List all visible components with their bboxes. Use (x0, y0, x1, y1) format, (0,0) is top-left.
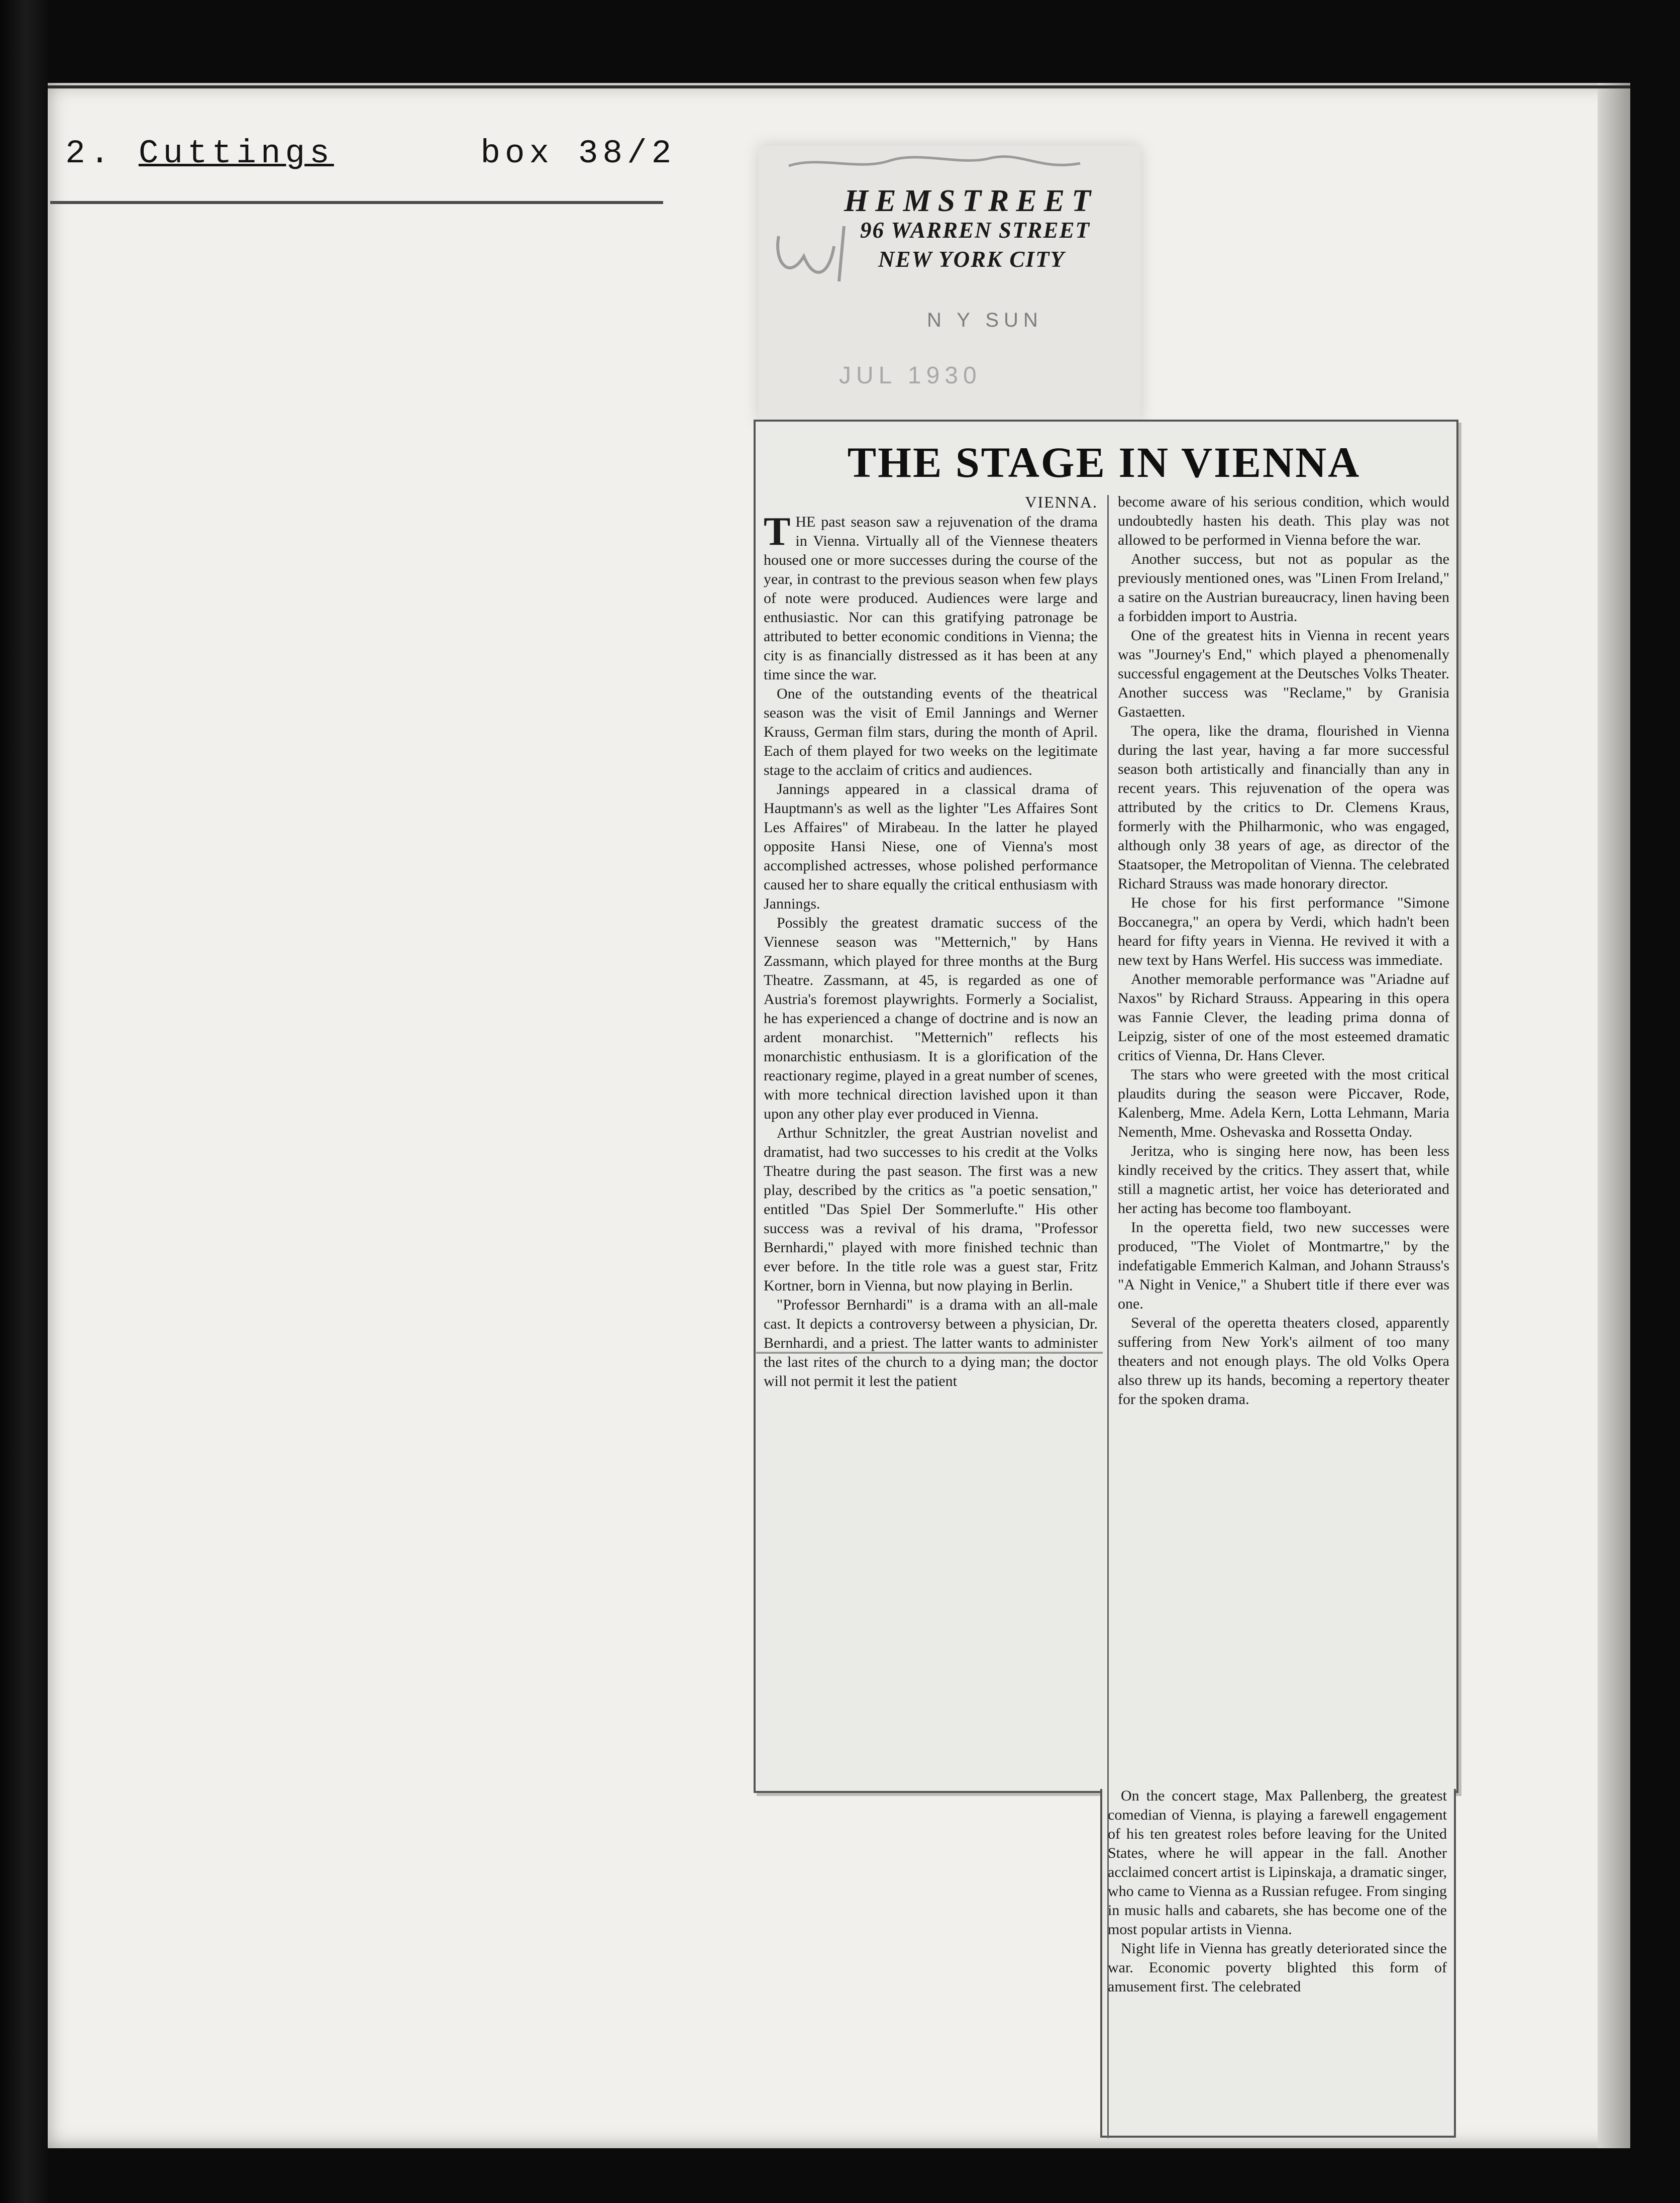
article-paragraph: Another success, but not as popular as the previously mentioned ones, was "Linen From Ireland," a satire on the Austrian bureaucracy, linen having been a forbidden import to Austria. (1118, 551, 1449, 625)
archive-header (65, 135, 676, 172)
article-paragraph: "Professor Bernhardi" is a drama with an all-male cast. It depicts a controversy between a physician, Dr. Bernhardi, and a priest. The latter wants to administer the last rites of the church to a dying man; the doctor will not permit it lest the patient (764, 1296, 1098, 1389)
drop-cap: T (764, 510, 791, 554)
header-section: Cuttings (138, 135, 334, 172)
agency-city: NEW YORK CITY (878, 247, 1065, 272)
article-paragraph: The stars who were greeted with the most critical plaudits during the season were Piccaver, Rode, Kalenberg, Mme. Adela Kern, Lotta Lehmann, Maria Nementh, Mme. Oshevaska and Rossetta Onday. (1118, 1066, 1449, 1140)
article-paragraph: Possibly the greatest dramatic success of the Viennese season was "Metternich," by Hans Zassmann, which played for three months at the Burg Theatre. Zassmann, at 45, is regarded as one of Austria's foremost playwrights. Formerly a Socialist, he has experienced a change of doctrine and is now an ardent monarchist. "Metternich" reflects his monarchistic enthusiasm. It is a glorification of the reactionary regime, played in a great number of scenes, with more technical direction lavished upon it than upon any other play ever produced in Vienna. (764, 915, 1098, 1122)
article-paragraph: One of the greatest hits in Vienna in recent years was "Journey's End," which played a phenomenally successful engagement at the Deutsches Volks Theater. Another success was "Reclame," by Granisia Gastaetten. (1118, 627, 1449, 720)
article-title: THE STAGE IN VIENNA (847, 438, 1361, 486)
article-paragraph: THE past season saw a rejuvenation of the drama in Vienna. Virtually all of the Viennese theaters housed one or more successes during the course of the year, in contrast to the previous season when few plays of note were produced. Audiences were large and enthusiastic. Nor can this gratifying patronage be attributed to better economic conditions in Vienna; the city is as financially distressed as it has been at any time since the war. (764, 510, 1098, 683)
article-paragraph: Another memorable performance was "Ariadne auf Naxos" by Richard Strauss. Appearing in this opera was Fannie Clever, the leading prima donna of Leipzig, sister of one of the most esteemed dramatic critics of Vienna, Dr. Hans Clever. (1118, 971, 1449, 1064)
article-paragraph: On the concert stage, Max Pallenberg, the greatest comedian of Vienna, is playing a farewell engagement of his ten greatest roles before leaving for the United States, where he will appear in the fall. Another acclaimed concert artist is Lipinskaja, a dramatic singer, who came to Vienna as a Russian refugee. From singing in music halls and cabarets, she has become one of the most popular artists in Vienna. (1108, 1787, 1447, 1938)
agency-name: HEMSTREET (844, 184, 1098, 218)
article-paragraph: In the operetta field, two new successes were produced, "The Violet of Montmartre," by the indefatigable Emmerich Kalman, and Johann Strauss's "A Night in Venice," a Shubert title if there ever was one. (1118, 1219, 1449, 1312)
sheet-edge-shadow (1598, 83, 1630, 2148)
article-paragraph: Several of the operetta theaters closed, apparently suffering from New York's ailment of too many theaters and not enough plays. The old Volks Opera also threw up its hands, becoming a repertory theater for the spoken drama. (1118, 1315, 1449, 1408)
article-column-continuation (1108, 1786, 1447, 1996)
article-column-2 (1118, 492, 1449, 1409)
article-paragraph: The opera, like the drama, flourished in Vienna during the last year, having a far more successful season both artistically and financially than any in recent years. This rejuvenation of the opera was attributed by the critics to Dr. Clemens Kraus, formerly with the Philharmonic, who was engaged, although only 38 years of age, as director of the Staatsoper, the Metropolitan of Vienna. The celebrated Richard Strauss was made honorary director. (1118, 723, 1449, 892)
scan-border (0, 0, 48, 2203)
header-rule (50, 201, 663, 204)
header-box: box 38/2 (480, 135, 676, 172)
article-column-1 (764, 492, 1098, 1391)
article-dateline: VIENNA. (1025, 493, 1098, 511)
header-number: 2. (65, 135, 115, 172)
article-paragraph: One of the outstanding events of the theatrical season was the visit of Emil Jannings and Werner Krauss, German film stars, during the month of April. Each of them played for two weeks on the legitimate stage to the acclaim of critics and audiences. (764, 685, 1098, 778)
article-paragraph: Night life in Vienna has greatly deteriorated since the war. Economic poverty blighted this form of amusement first. The celebrated (1108, 1940, 1447, 1995)
agency-address: 96 WARREN STREET (860, 218, 1090, 243)
article-paragraph: Jeritza, who is singing here now, has been less kindly received by the critics. They assert that, while still a magnetic artist, her voice has deteriorated and her acting has become too flamboyant. (1118, 1143, 1449, 1217)
article-paragraph: Arthur Schnitzler, the great Austrian novelist and dramatist, had two successes to his credit at the Volks Theatre during the past season. The first was a new play, described by the critics as "a poetic sensation," entitled "Das Spiel Der Sommerlufte." His other success was a revival of his drama, "Professor Bernhardi," played with more finished technic than ever before. In the title role was a guest star, Fritz Kortner, born in Vienna, but now playing in Berlin. (764, 1125, 1098, 1294)
article-paragraph: He chose for his first performance "Simone Boccanegra," an opera by Verdi, which hadn't been heard for fifty years in Vienna. He revived it with a new text by Hans Werfel. His success was immediate. (1118, 894, 1449, 968)
article-paragraph: become aware of his serious condition, which would undoubtedly hasten his death. This play was not allowed to be performed in Vienna before the war. (1118, 493, 1449, 548)
newspaper-name: N Y SUN (927, 309, 1043, 331)
date-stamp: JUL 1930 (839, 362, 982, 389)
article-paragraph: Jannings appeared in a classical drama of Hauptmann's as well as the lighter "Les Affaires Sont Les Affaires" of Mirabeau. In the latter he played opposite Hansi Niese, one of Vienna's most accomplished actresses, whose polished performance caused her to share equally the critical enthusiasm with Jannings. (764, 781, 1098, 912)
sheet-top-edge (48, 85, 1630, 88)
